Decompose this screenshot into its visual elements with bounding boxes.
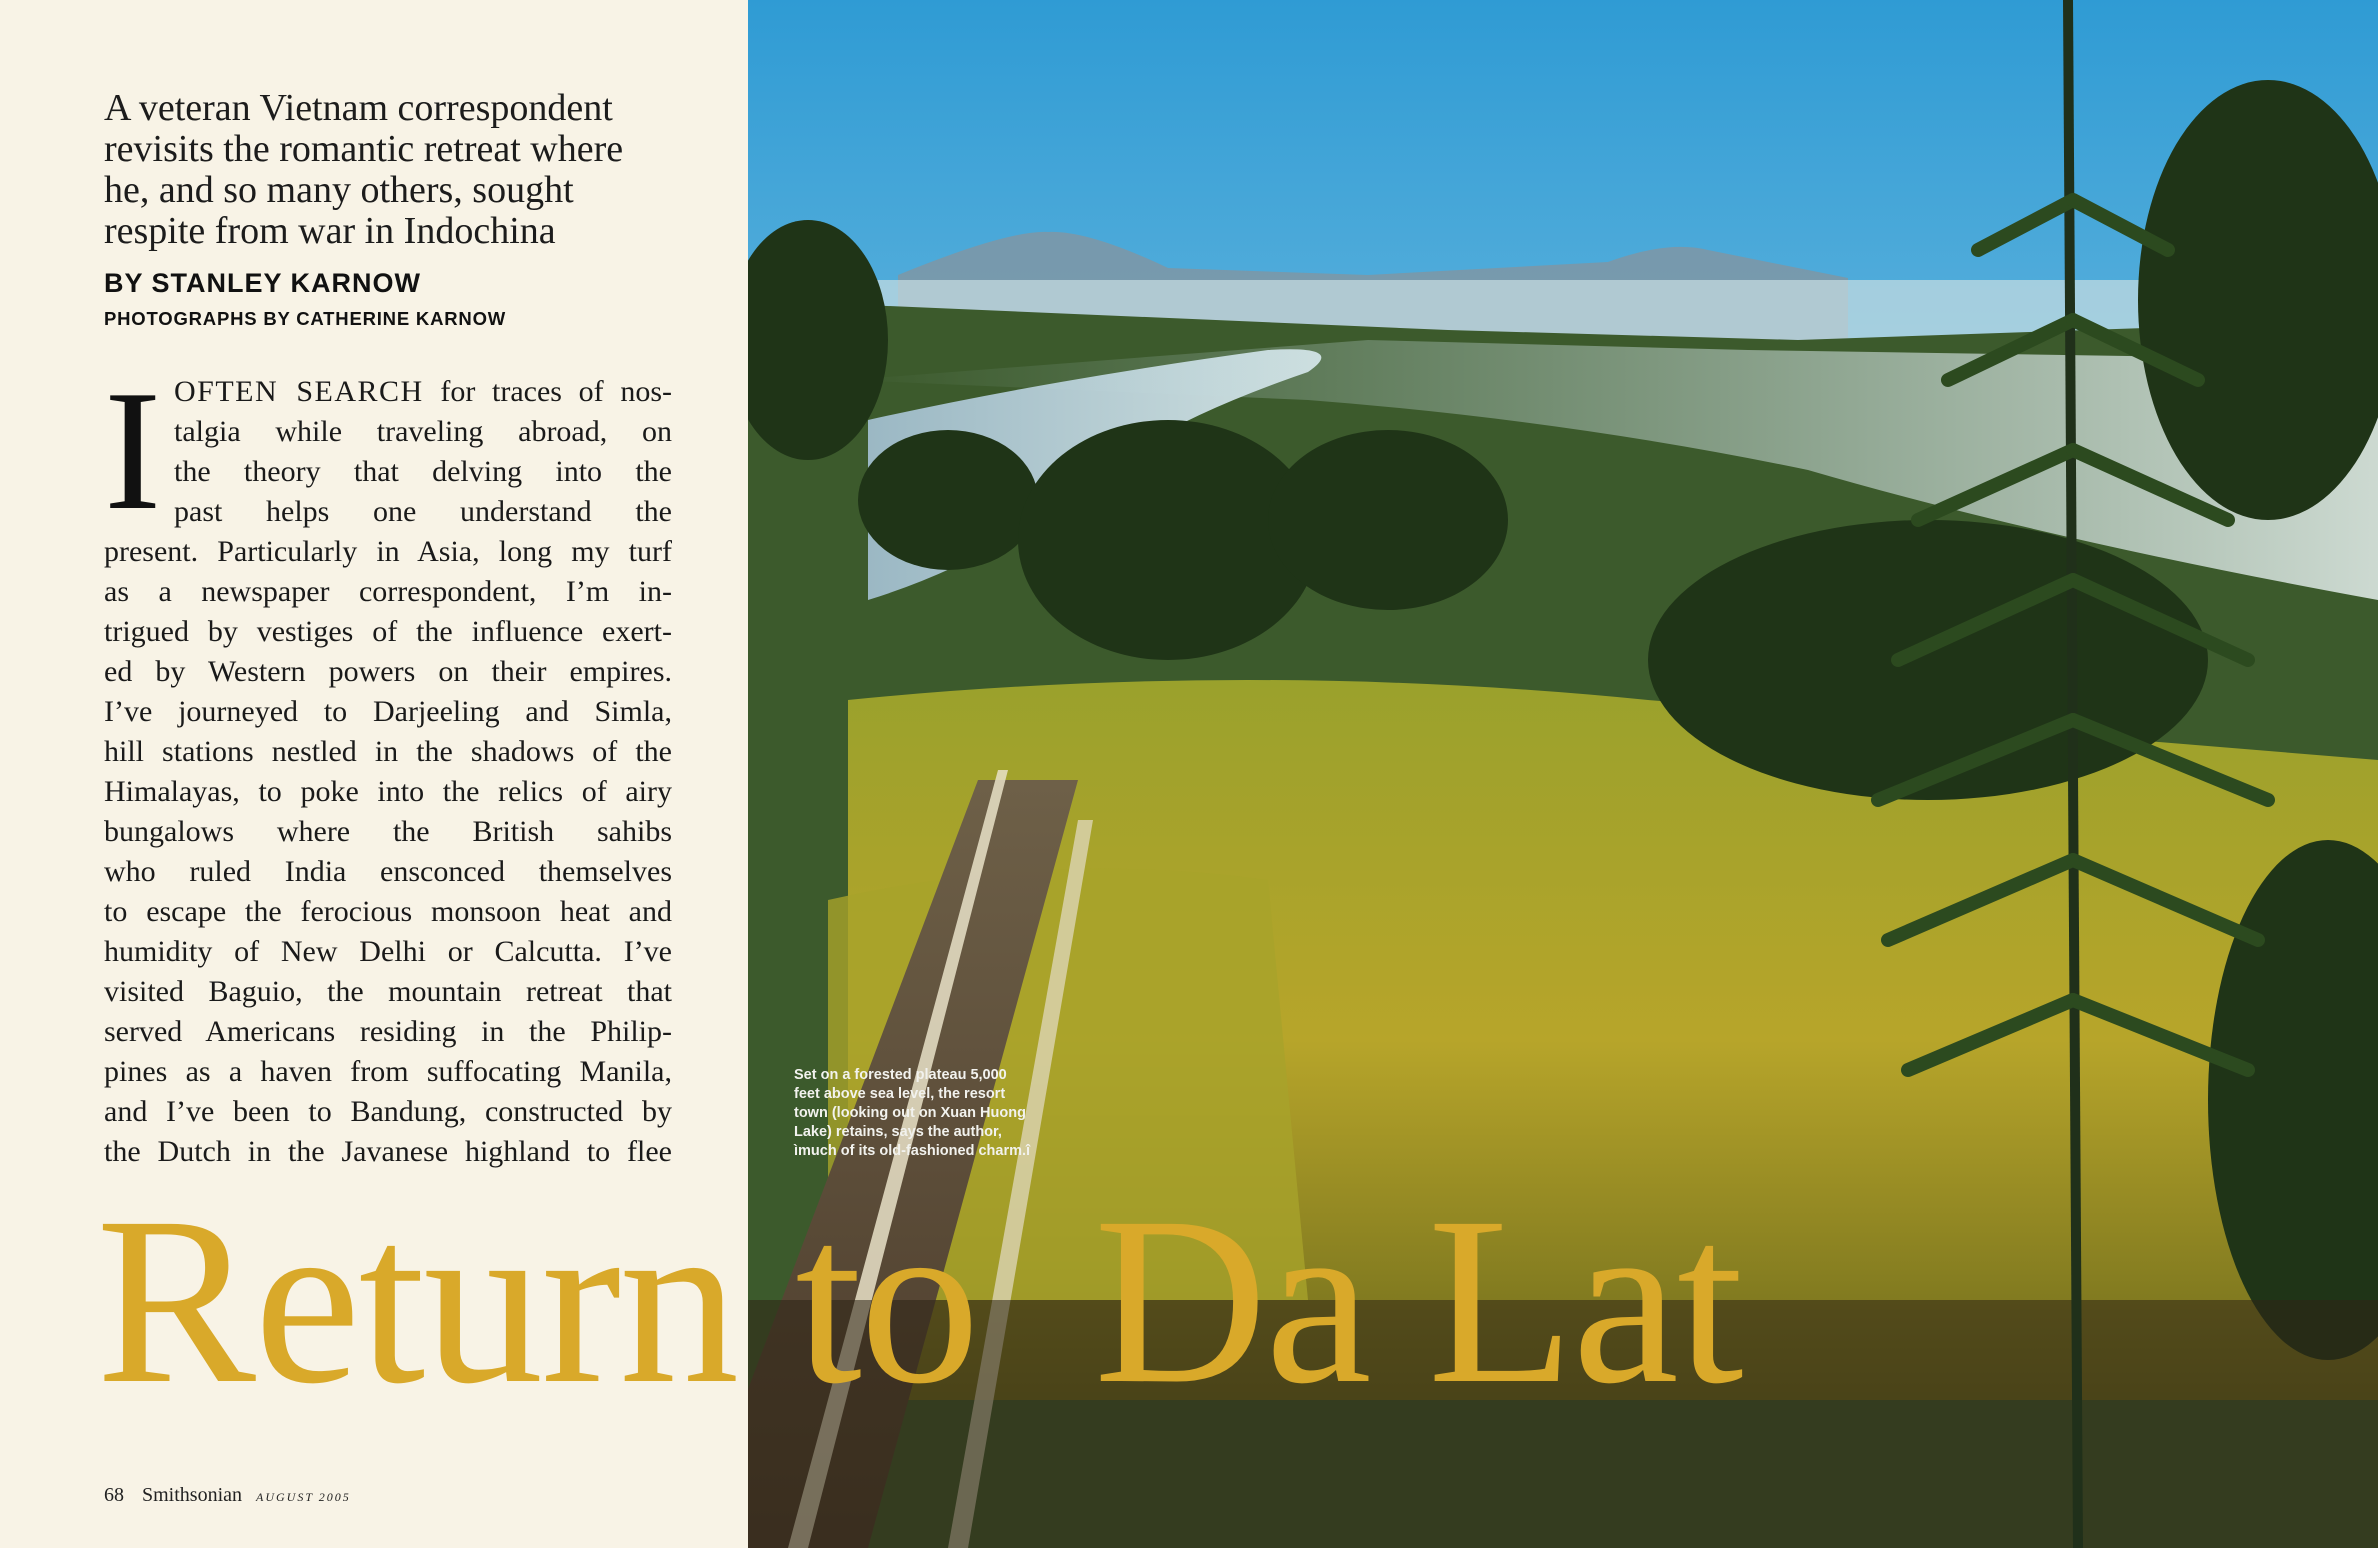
lead-in: OFTEN SEARCH — [174, 375, 424, 408]
body-line: hill stations nestled in the shadows of the — [104, 735, 672, 768]
caption-line: Lake) retains, says the author, — [794, 1124, 1002, 1140]
body-line: humidity of New Delhi or Calcutta. I’ve — [104, 935, 672, 968]
deck-line: revisits the romantic retreat where — [104, 128, 624, 170]
deck-line: respite from war in Indochina — [104, 210, 556, 252]
drop-cap: I — [104, 356, 162, 546]
article-headline: Return to Da Lat — [96, 1167, 1742, 1433]
body-line: visited Baguio, the mountain retreat that — [104, 975, 672, 1008]
page-folio — [104, 1484, 351, 1507]
body-line: trigued by vestiges of the influence exert- — [104, 615, 672, 648]
deck-line: he, and so many others, sought — [104, 169, 574, 211]
body-line: Himalayas, to poke into the relics of airy — [104, 775, 672, 808]
body-line: bungalows where the British sahibs — [104, 815, 672, 848]
caption-line: ìmuch of its old-fashioned charm.î — [794, 1143, 1031, 1159]
article-body — [104, 356, 672, 1172]
caption-line: town (looking out on Xuan Huong — [794, 1105, 1026, 1121]
publication-name: Smithsonian — [142, 1484, 243, 1506]
body-line-text: for traces of nos- — [423, 375, 672, 408]
article-deck — [104, 88, 724, 252]
photo-credit: PHOTOGRAPHS BY CATHERINE KARNOW — [104, 308, 507, 329]
body-line: and I’ve been to Bandung, constructed by — [104, 1095, 672, 1128]
body-line: present. Particularly in Asia, long my turf — [104, 535, 672, 568]
body-line: talgia while traveling abroad, on — [174, 415, 672, 448]
author-byline: BY STANLEY KARNOW — [104, 268, 422, 298]
body-line: who ruled India ensconced themselves — [104, 855, 672, 888]
body-line: the theory that delving into the — [174, 455, 672, 488]
caption-line: Set on a forested plateau 5,000 — [794, 1067, 1007, 1083]
body-line: served Americans residing in the Philip- — [104, 1015, 672, 1048]
body-line: as a newspaper correspondent, I’m in- — [104, 575, 672, 608]
body-line: I’ve journeyed to Darjeeling and Simla, — [104, 695, 672, 728]
body-line: past helps one understand the — [174, 495, 672, 528]
caption-line: feet above sea level, the resort — [794, 1086, 1006, 1102]
issue-date: AUGUST 2005 — [256, 1490, 351, 1504]
photo-caption — [794, 1066, 1104, 1161]
body-line: pines as a haven from suffocating Manila, — [104, 1055, 672, 1088]
body-line: ed by Western powers on their empires. — [104, 655, 672, 688]
page-number: 68 — [104, 1484, 124, 1506]
deck-line: A veteran Vietnam correspondent — [104, 87, 613, 129]
body-line — [104, 372, 672, 412]
body-line: the Dutch in the Javanese highland to flee — [104, 1135, 672, 1168]
body-line: to escape the ferocious monsoon heat and — [104, 895, 672, 928]
